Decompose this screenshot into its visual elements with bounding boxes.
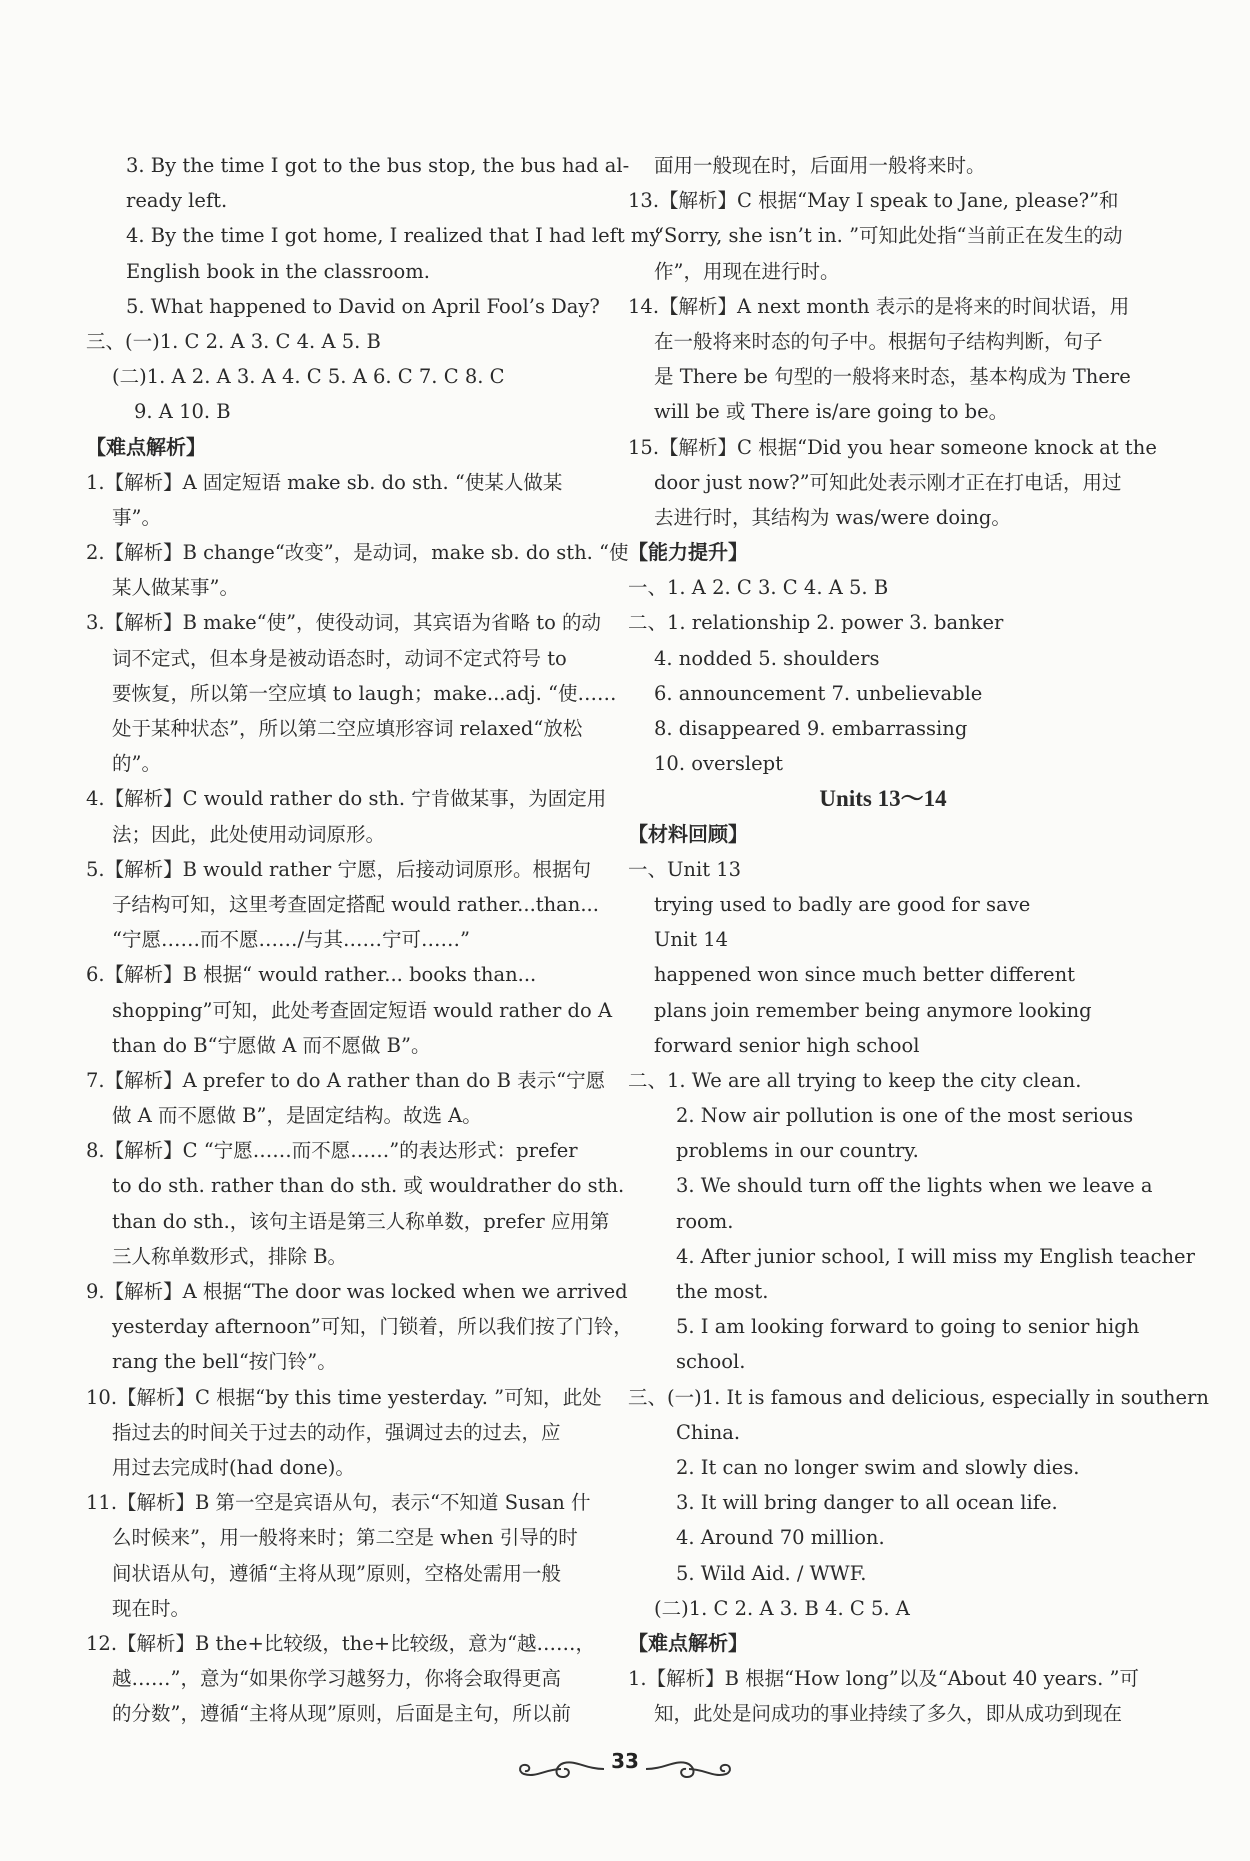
- text-line: 4. After junior school, I will miss my English teacher: [676, 1244, 1195, 1268]
- text-line: 词不定式，但本身是被动语态时，动词不定式符号 to: [112, 646, 567, 670]
- text-line: 5. What happened to David on April Fool’s Day?: [126, 294, 600, 318]
- text-line: 10. overslept: [654, 752, 783, 776]
- section-heading: 【材料回顾】: [628, 821, 748, 846]
- right-column: [628, 148, 1209, 1731]
- text-line: 6.【解析】B 根据“ would rather... books than...: [86, 963, 537, 987]
- text-line: 指过去的时间关于过去的动作，强调过去的过去，应: [112, 1420, 561, 1444]
- right-ornament-icon: [644, 1754, 734, 1784]
- left-column: [86, 148, 661, 1731]
- text-line: plans join remember being anymore looking: [654, 998, 1092, 1022]
- text-line: 15.【解析】C 根据“Did you hear someone knock at the: [628, 435, 1157, 459]
- text-line: 13.【解析】C 根据“May I speak to Jane, please?”和: [628, 189, 1119, 213]
- text-line: will be 或 There is/are going to be。: [654, 400, 1009, 424]
- text-line: shopping”可知，此处考查固定短语 would rather do A: [112, 998, 613, 1022]
- text-line: 的”。: [112, 752, 161, 776]
- text-line: 3.【解析】B make“使”，使役动词，其宾语为省略 to 的动: [86, 611, 602, 635]
- text-line: (二)1. C 2. A 3. B 4. C 5. A: [654, 1596, 910, 1620]
- left-ornament-icon: [516, 1754, 606, 1784]
- text-line: China.: [676, 1420, 741, 1444]
- text-line: 一、Unit 13: [628, 857, 742, 881]
- text-line: 2. It can no longer swim and slowly dies.: [676, 1455, 1080, 1479]
- text-line: 4. By the time I got home, I realized that I had left my: [126, 224, 661, 248]
- text-line: room.: [676, 1209, 734, 1233]
- text-line: happened won since much better different: [654, 963, 1075, 987]
- text-line: 4.【解析】C would rather do sth. 宁肯做某事，为固定用: [86, 787, 607, 811]
- page-footer: [0, 1748, 1250, 1814]
- text-line: 5. Wild Aid. / WWF.: [676, 1561, 867, 1585]
- text-line: Unit 14: [654, 928, 729, 952]
- text-line: forward senior high school: [654, 1033, 920, 1057]
- text-line: school.: [676, 1350, 746, 1374]
- section-heading: 【难点解析】: [86, 434, 206, 459]
- text-line: 做 A 而不愿做 B”，是固定结构。故选 A。: [112, 1104, 482, 1128]
- text-line: 14.【解析】A next month 表示的是将来的时间状语，用: [628, 294, 1130, 318]
- text-line: 2.【解析】B change“改变”，是动词，make sb. do sth. “使: [86, 541, 629, 565]
- text-line: 要恢复，所以第一空应填 to laugh；make...adj. “使……: [112, 681, 617, 705]
- text-line: 是 There be 句型的一般将来时态，基本构成为 There: [654, 365, 1131, 389]
- text-line: 用过去完成时(had done)。: [112, 1455, 355, 1479]
- text-line: 3. It will bring danger to all ocean life.: [676, 1491, 1058, 1515]
- text-line: to do sth. rather than do sth. 或 wouldrather do sth.: [112, 1174, 625, 1198]
- text-line: 三人称单数形式，排除 B。: [112, 1244, 348, 1268]
- text-line: 1.【解析】A 固定短语 make sb. do sth. “使某人做某: [86, 470, 563, 494]
- text-line: 现在时。: [112, 1596, 191, 1620]
- text-line: 越……”，意为“如果你学习越努力，你将会取得更高: [112, 1667, 561, 1691]
- text-line: 11.【解析】B 第一空是宾语从句，表示“不知道 Susan 什: [86, 1491, 591, 1515]
- section-heading: 【难点解析】: [628, 1630, 748, 1655]
- text-line: 9. A 10. B: [134, 400, 231, 424]
- page-number: 33: [611, 1748, 639, 1773]
- text-line: 二、1. We are all trying to keep the city clean.: [628, 1068, 1082, 1092]
- text-line: 5.【解析】B would rather 宁愿，后接动词原形。根据句: [86, 857, 591, 881]
- text-line: 去进行时，其结构为 was/were doing。: [654, 505, 1011, 529]
- text-line: English book in the classroom.: [126, 259, 430, 283]
- text-line: trying used to badly are good for save: [654, 892, 1031, 916]
- text-line: 4. Around 70 million.: [676, 1526, 885, 1550]
- unit-title: Units 13～14: [819, 786, 947, 812]
- text-line: 8.【解析】C “宁愿……而不愿……”的表达形式：prefer: [86, 1139, 578, 1163]
- text-line: door just now?”可知此处表示刚才正在打电话，用过: [654, 470, 1122, 494]
- text-line: rang the bell“按门铃”。: [112, 1350, 337, 1374]
- text-line: 法；因此，此处使用动词原形。: [112, 822, 386, 846]
- text-line: problems in our country.: [676, 1139, 919, 1163]
- text-line: 8. disappeared 9. embarrassing: [654, 717, 968, 740]
- text-line: 处于某种状态”，所以第二空应填形容词 relaxed“放松: [112, 717, 583, 740]
- text-line: 三、(一)1. It is famous and delicious, especially in southern: [628, 1385, 1209, 1409]
- text-line: 10.【解析】C 根据“by this time yesterday. ”可知，此处: [86, 1385, 602, 1409]
- text-line: than do B“宁愿做 A 而不愿做 B”。: [112, 1033, 431, 1057]
- text-line: “宁愿……而不愿……/与其……宁可……”: [112, 928, 471, 952]
- text-line: ready left.: [126, 189, 228, 213]
- text-line: 4. nodded 5. shoulders: [654, 646, 880, 670]
- text-line: 5. I am looking forward to going to senior high: [676, 1315, 1140, 1339]
- text-line: than do sth.，该句主语是第三人称单数，prefer 应用第: [112, 1209, 610, 1233]
- text-line: (二)1. A 2. A 3. A 4. C 5. A 6. C 7. C 8. C: [112, 365, 505, 389]
- text-line: 在一般将来时态的句子中。根据句子结构判断，句子: [654, 329, 1103, 353]
- text-line: 9.【解析】A 根据“The door was locked when we arrived: [86, 1280, 628, 1303]
- text-line: yesterday afternoon”可知，门锁着，所以我们按了门铃，: [112, 1315, 633, 1339]
- text-line: 6. announcement 7. unbelievable: [654, 681, 983, 705]
- text-line: 12.【解析】B the+比较级，the+比较级，意为“越……，: [86, 1631, 596, 1655]
- text-line: “Sorry, she isn’t in. ”可知此处指“当前正在发生的动: [654, 224, 1123, 248]
- text-line: 的分数”，遵循“主将从现”原则，后面是主句，所以前: [112, 1702, 571, 1726]
- text-line: 某人做某事”。: [112, 576, 239, 600]
- text-line: 一、1. A 2. C 3. C 4. A 5. B: [628, 576, 889, 600]
- text-line: 事”。: [112, 505, 161, 529]
- text-line: 3. By the time I got to the bus stop, the bus had al-: [126, 154, 630, 177]
- text-line: 二、1. relationship 2. power 3. banker: [628, 611, 1004, 635]
- text-line: 三、(一)1. C 2. A 3. C 4. A 5. B: [86, 329, 381, 353]
- text-line: 间状语从句，遵循“主将从现”原则，空格处需用一般: [112, 1561, 561, 1585]
- text-line: 1.【解析】B 根据“How long”以及“About 40 years. ”可: [628, 1667, 1139, 1691]
- text-line: 子结构可知，这里考查固定搭配 would rather...than...: [112, 892, 599, 916]
- text-line: 7.【解析】A prefer to do A rather than do B 表示“宁愿: [86, 1068, 606, 1092]
- text-line: 知，此处是问成功的事业持续了多久，即从成功到现在: [654, 1702, 1123, 1726]
- text-line: 2. Now air pollution is one of the most serious: [676, 1104, 1134, 1128]
- section-heading: 【能力提升】: [628, 540, 748, 565]
- text-line: 3. We should turn off the lights when we leave a: [676, 1174, 1153, 1198]
- text-line: 么时候来”，用一般将来时；第二空是 when 引导的时: [112, 1526, 578, 1550]
- text-line: 面用一般现在时，后面用一般将来时。: [654, 154, 986, 177]
- text-line: 作”，用现在进行时。: [654, 259, 840, 283]
- text-line: the most.: [676, 1280, 769, 1303]
